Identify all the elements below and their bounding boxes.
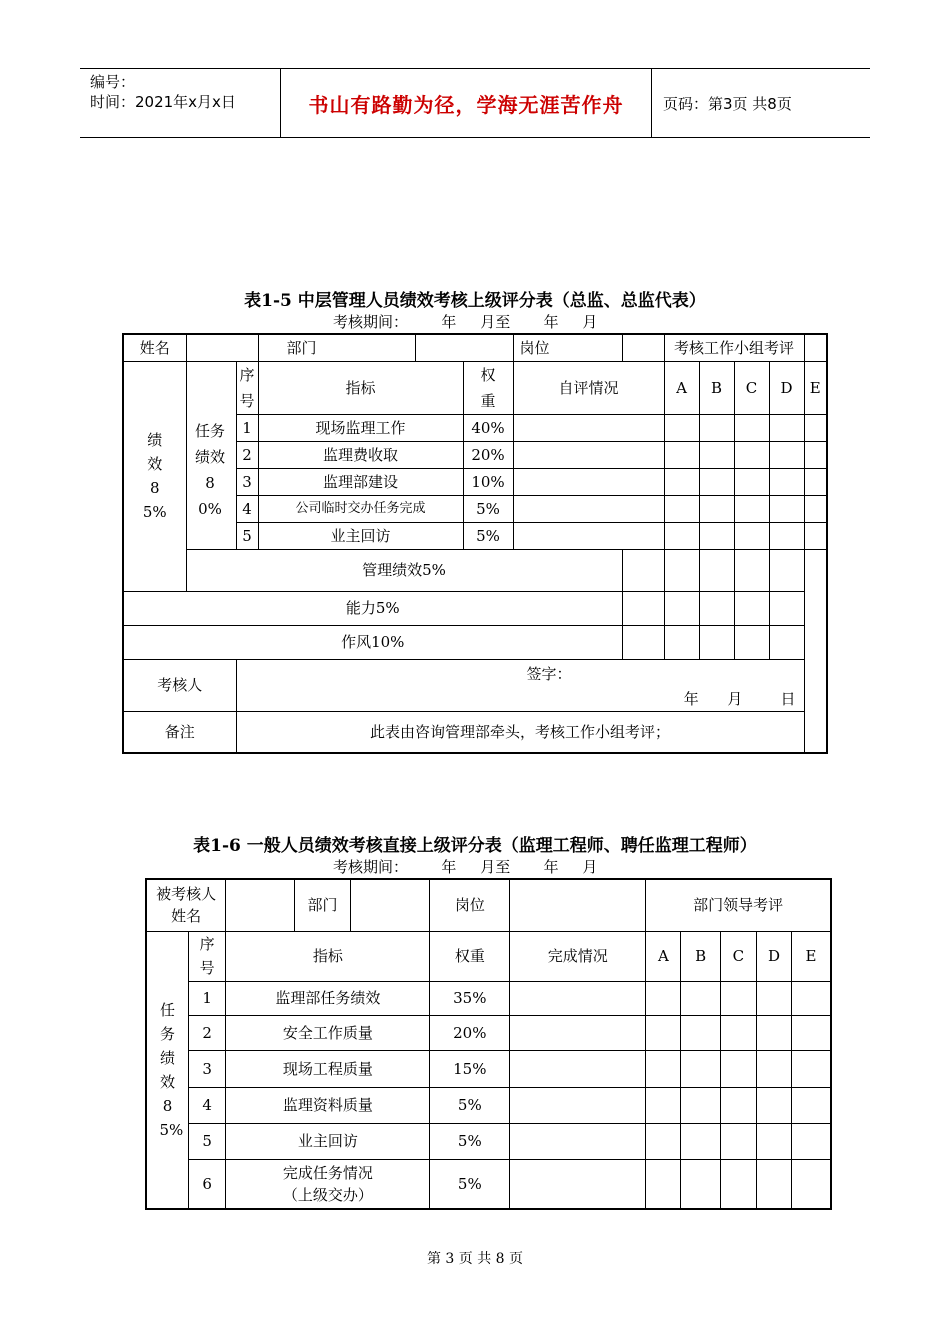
grade-d-cell[interactable] xyxy=(756,1050,791,1087)
row-seq: 3 xyxy=(236,468,258,495)
grade-a-cell[interactable] xyxy=(664,414,699,441)
row-seq: 2 xyxy=(189,1015,226,1050)
dept-leader-eval-label: 部门领导考评 xyxy=(646,879,831,931)
grade-e-cell[interactable] xyxy=(769,591,804,625)
row-seq: 5 xyxy=(189,1123,226,1159)
row-indicator: 安全工作质量 xyxy=(226,1015,430,1050)
post-label: 岗位 xyxy=(513,334,622,361)
row-indicator: 现场监理工作 xyxy=(258,414,463,441)
row-seq: 4 xyxy=(189,1087,226,1123)
grade-e-cell[interactable] xyxy=(792,1123,831,1159)
grade-c-header: C xyxy=(720,931,756,981)
assessor-sign-area[interactable] xyxy=(236,659,804,711)
grade-d-header: D xyxy=(756,931,791,981)
remark-label: 备注 xyxy=(123,711,236,753)
grade-d-header: D xyxy=(769,361,804,414)
dept-value[interactable] xyxy=(350,879,430,931)
grade-d-cell[interactable] xyxy=(756,1087,791,1123)
group-eval-label: 考核工作小组考评 xyxy=(664,334,804,361)
grade-e-cell[interactable] xyxy=(792,1050,831,1087)
task-label: 任务绩效85% xyxy=(146,931,189,1209)
indicator-header: 指标 xyxy=(226,931,430,981)
grade-b-header: B xyxy=(681,931,720,981)
name-value[interactable] xyxy=(226,879,295,931)
grade-b-cell[interactable] xyxy=(681,1015,720,1050)
post-label: 岗位 xyxy=(430,879,510,931)
code-label: 编号： xyxy=(90,73,136,91)
grade-b-cell[interactable] xyxy=(681,1159,720,1209)
row-seq: 2 xyxy=(236,441,258,468)
seq-header: 序号 xyxy=(236,361,258,414)
table1-title: 表1-5 中层管理人员绩效考核上级评分表（总监、总监代表） xyxy=(244,291,706,311)
grade-e-cell[interactable] xyxy=(769,549,804,591)
grade-e-header: E xyxy=(804,361,827,414)
grade-c-cell[interactable] xyxy=(720,1123,756,1159)
row-done[interactable] xyxy=(510,1123,646,1159)
mgmt-perf: 管理绩效5% xyxy=(186,549,622,591)
header-page-info: 页码：第3页 共8页 xyxy=(663,94,792,113)
grade-c-cell[interactable] xyxy=(720,1087,756,1123)
grade-c-cell[interactable] xyxy=(720,1015,756,1050)
grade-c-cell[interactable] xyxy=(734,495,769,522)
grade-d-cell[interactable] xyxy=(756,1015,791,1050)
grade-a-header: A xyxy=(646,931,681,981)
grade-c-cell[interactable] xyxy=(720,981,756,1015)
done-header: 完成情况 xyxy=(510,931,646,981)
grade-b-cell[interactable] xyxy=(664,549,699,591)
grade-e-cell[interactable] xyxy=(769,625,804,659)
seq-header: 序号 xyxy=(189,931,226,981)
row-seq: 5 xyxy=(236,522,258,549)
page-footer: 第 3 页 共 8 页 xyxy=(426,1251,524,1267)
grade-b-cell[interactable] xyxy=(699,495,734,522)
grade-e-cell[interactable] xyxy=(792,981,831,1015)
weight-header: 权重 xyxy=(430,931,510,981)
grade-b-cell[interactable] xyxy=(699,522,734,549)
grade-b-header: B xyxy=(699,361,734,414)
row-weight: 5% xyxy=(430,1123,510,1159)
indicator-header: 指标 xyxy=(258,361,463,414)
grade-e-cell[interactable] xyxy=(792,1087,831,1123)
grade-c-cell[interactable] xyxy=(734,441,769,468)
perf-label: 绩效85% xyxy=(123,361,186,591)
row-indicator: 业主回访 xyxy=(226,1123,430,1159)
grade-c-cell[interactable] xyxy=(734,414,769,441)
row-weight: 5% xyxy=(463,495,513,522)
grade-a-cell[interactable] xyxy=(622,591,664,625)
grade-e-cell[interactable] xyxy=(804,522,827,549)
row-done[interactable] xyxy=(510,1159,646,1209)
name-label: 被考核人姓名 xyxy=(146,879,226,931)
grade-b-cell[interactable] xyxy=(681,981,720,1015)
grade-d-cell[interactable] xyxy=(769,495,804,522)
grade-a-cell[interactable] xyxy=(646,1123,681,1159)
grade-b-cell[interactable] xyxy=(699,468,734,495)
grade-c-cell[interactable] xyxy=(720,1159,756,1209)
row-weight: 40% xyxy=(463,414,513,441)
row-weight: 5% xyxy=(430,1087,510,1123)
row-done[interactable] xyxy=(510,1087,646,1123)
header-motto: 书山有路勤为径，学海无涯苦作舟 xyxy=(281,69,652,137)
grade-a-header: A xyxy=(664,361,699,414)
grade-b-cell[interactable] xyxy=(664,625,699,659)
row-done[interactable] xyxy=(510,1015,646,1050)
row-indicator: 完成任务情况（上级交办） xyxy=(226,1159,430,1209)
row-self-eval[interactable] xyxy=(513,495,664,522)
grade-a-cell[interactable] xyxy=(646,1087,681,1123)
row-weight: 15% xyxy=(430,1050,510,1087)
row-weight: 10% xyxy=(463,468,513,495)
grade-a-cell[interactable] xyxy=(646,1159,681,1209)
style-perf: 作风10% xyxy=(123,625,622,659)
grade-e-cell[interactable] xyxy=(792,1015,831,1050)
row-weight: 5% xyxy=(463,522,513,549)
row-seq: 1 xyxy=(189,981,226,1015)
grade-b-cell[interactable] xyxy=(699,441,734,468)
grade-a-cell[interactable] xyxy=(664,522,699,549)
row-weight: 5% xyxy=(430,1159,510,1209)
self-eval-header: 自评情况 xyxy=(513,361,664,414)
grade-c-cell[interactable] xyxy=(699,591,734,625)
row-done[interactable] xyxy=(510,1050,646,1087)
grade-d-cell[interactable] xyxy=(769,468,804,495)
grade-c-cell[interactable] xyxy=(734,468,769,495)
grade-a-cell[interactable] xyxy=(664,441,699,468)
date-line: 时间：2021年x月x日 xyxy=(90,93,236,111)
sign-date: 年 月 日 xyxy=(683,690,796,708)
row-seq: 4 xyxy=(236,495,258,522)
row-indicator: 监理费收取 xyxy=(258,441,463,468)
grade-d-cell[interactable] xyxy=(756,981,791,1015)
grade-c-cell[interactable] xyxy=(699,549,734,591)
row-seq: 3 xyxy=(189,1050,226,1087)
ability-perf: 能力5% xyxy=(123,591,622,625)
row-self-eval[interactable] xyxy=(513,468,664,495)
grade-b-cell[interactable] xyxy=(681,1123,720,1159)
row-indicator: 现场工程质量 xyxy=(226,1050,430,1087)
grade-a-cell[interactable] xyxy=(646,1015,681,1050)
table2-title: 表1-6 一般人员绩效考核直接上级评分表（监理工程师、聘任监理工程师） xyxy=(193,836,757,856)
grade-a-cell[interactable] xyxy=(646,981,681,1015)
post-value[interactable] xyxy=(510,879,646,931)
remark-text: 此表由咨询管理部牵头，考核工作小组考评； xyxy=(236,711,804,753)
grade-c-cell[interactable] xyxy=(699,625,734,659)
table2-period: 考核期间： 年 月至 年 月 xyxy=(333,858,598,876)
grade-d-cell[interactable] xyxy=(734,549,769,591)
grade-d-cell[interactable] xyxy=(769,441,804,468)
grade-b-cell[interactable] xyxy=(681,1050,720,1087)
grade-d-cell[interactable] xyxy=(756,1159,791,1209)
header-meta xyxy=(80,69,281,137)
grade-a-cell[interactable] xyxy=(664,495,699,522)
name-label: 姓名 xyxy=(123,334,186,361)
row-weight: 20% xyxy=(430,1015,510,1050)
grade-e-header: E xyxy=(792,931,831,981)
row-seq: 6 xyxy=(189,1159,226,1209)
table1 xyxy=(122,333,828,754)
row-weight: 20% xyxy=(463,441,513,468)
row-weight: 35% xyxy=(430,981,510,1015)
grade-e-cell[interactable] xyxy=(804,495,827,522)
row-indicator: 监理部建设 xyxy=(258,468,463,495)
assessor-label: 考核人 xyxy=(123,659,236,711)
grade-b-cell[interactable] xyxy=(664,591,699,625)
dept-value[interactable] xyxy=(415,334,513,361)
sign-label: 签字： xyxy=(526,665,572,683)
dept-label: 部门 xyxy=(295,879,350,931)
grade-e-cell[interactable] xyxy=(792,1159,831,1209)
page-header xyxy=(80,68,870,138)
grade-d-cell[interactable] xyxy=(769,414,804,441)
grade-a-cell[interactable] xyxy=(646,1050,681,1087)
row-indicator: 监理部任务绩效 xyxy=(226,981,430,1015)
grade-d-cell[interactable] xyxy=(769,522,804,549)
grade-c-cell[interactable] xyxy=(720,1050,756,1087)
table2 xyxy=(145,878,832,1210)
grade-e-cell[interactable] xyxy=(804,414,827,441)
grade-c-header: C xyxy=(734,361,769,414)
row-indicator: 监理资料质量 xyxy=(226,1087,430,1123)
row-indicator: 公司临时交办任务完成 xyxy=(258,495,463,522)
grade-b-cell[interactable] xyxy=(699,414,734,441)
grade-e-cell[interactable] xyxy=(804,468,827,495)
grade-a-cell[interactable] xyxy=(622,549,664,591)
grade-d-cell[interactable] xyxy=(734,591,769,625)
grade-d-cell[interactable] xyxy=(734,625,769,659)
post-value[interactable] xyxy=(622,334,664,361)
row-seq: 1 xyxy=(236,414,258,441)
table1-period: 考核期间： 年 月至 年 月 xyxy=(333,313,598,331)
grade-c-cell[interactable] xyxy=(734,522,769,549)
weight-header: 权重 xyxy=(463,361,513,414)
grade-a-cell[interactable] xyxy=(664,468,699,495)
row-self-eval[interactable] xyxy=(513,414,664,441)
dept-label: 部门 xyxy=(258,334,415,361)
row-self-eval[interactable] xyxy=(513,441,664,468)
grade-d-cell[interactable] xyxy=(756,1123,791,1159)
row-self-eval[interactable] xyxy=(513,522,664,549)
name-value[interactable] xyxy=(186,334,258,361)
row-done[interactable] xyxy=(510,981,646,1015)
grade-e-cell[interactable] xyxy=(804,441,827,468)
row-indicator: 业主回访 xyxy=(258,522,463,549)
task-label: 任务绩效80% xyxy=(195,422,226,518)
grade-a-cell[interactable] xyxy=(622,625,664,659)
grade-b-cell[interactable] xyxy=(681,1087,720,1123)
